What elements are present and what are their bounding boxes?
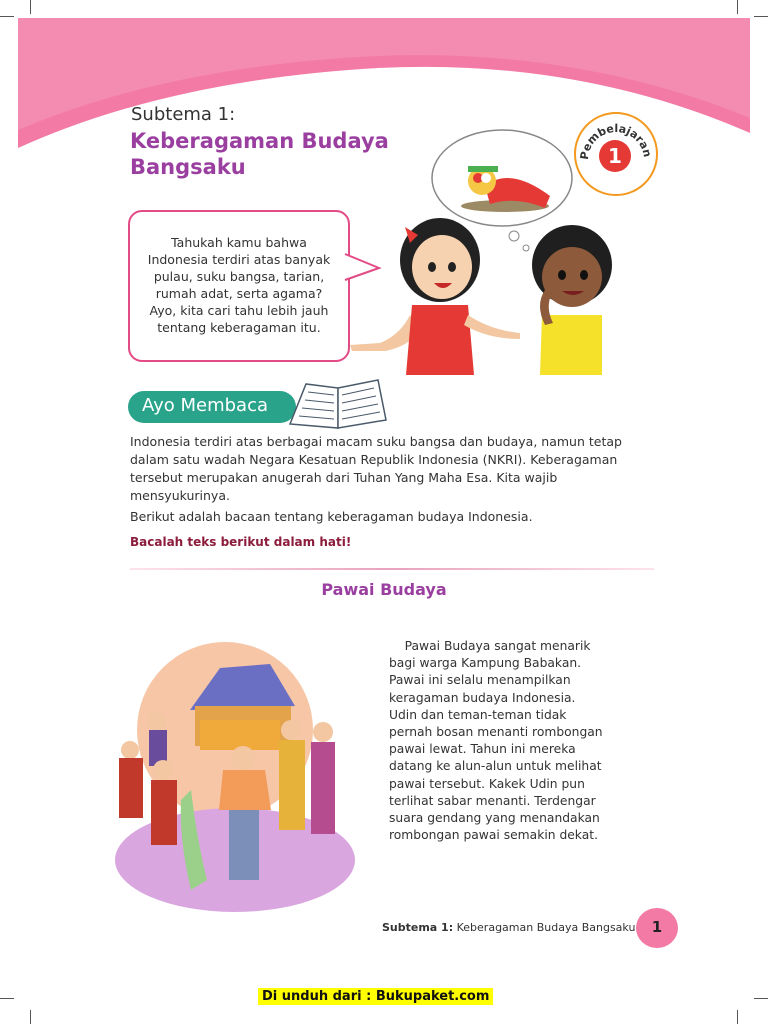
crop-mark bbox=[30, 0, 31, 14]
crop-mark bbox=[737, 1010, 738, 1024]
story-line: suara gendang yang menandakan bbox=[389, 811, 600, 826]
story-text bbox=[389, 638, 649, 844]
story-line: pawai lewat. Tahun ini mereka bbox=[389, 742, 576, 757]
pembelajaran-badge bbox=[574, 112, 658, 196]
story-line: datang ke alun-alun untuk melihat bbox=[389, 759, 602, 774]
speech-line: rumah adat, serta agama? bbox=[155, 286, 323, 301]
page-title bbox=[130, 128, 420, 180]
speech-bubble-text bbox=[140, 234, 338, 336]
children-illustration bbox=[340, 205, 620, 380]
crop-mark bbox=[30, 1010, 31, 1024]
badge-number-circle bbox=[599, 140, 631, 172]
crop-mark bbox=[754, 16, 768, 17]
story-line: rombongan pawai semakin dekat. bbox=[389, 828, 598, 843]
footer-subtema-bold: Subtema 1: bbox=[382, 921, 454, 934]
story-line: pernah bosan menanti rombongan bbox=[389, 725, 603, 740]
story-line: terlihat sabar menanti. Terdengar bbox=[389, 793, 596, 808]
page-title-line2: Bangsaku bbox=[130, 155, 246, 179]
ayo-membaca-header bbox=[128, 391, 296, 423]
speech-line: pulau, suku bangsa, tarian, bbox=[153, 269, 325, 284]
crop-mark bbox=[0, 16, 14, 17]
story-line: bagi warga Kampung Babakan. bbox=[389, 656, 582, 671]
ayo-membaca-label: Ayo Membaca bbox=[142, 395, 268, 416]
speech-line: Tahukah kamu bahwa bbox=[171, 235, 307, 250]
page-number-badge bbox=[636, 908, 678, 948]
story-line: pawai tersebut. Kakek Udin pun bbox=[389, 776, 585, 791]
speech-line: Ayo, kita cari tahu lebih jauh bbox=[149, 303, 329, 318]
reading-instruction: Bacalah teks berikut dalam hati! bbox=[130, 535, 352, 549]
story-line: Pawai ini selalu menampilkan bbox=[389, 673, 571, 688]
download-source-note: Di unduh dari : Bukupaket.com bbox=[258, 988, 493, 1005]
story-line: Udin dan teman-teman tidak bbox=[389, 707, 567, 722]
story-line: keragaman budaya Indonesia. bbox=[389, 690, 576, 705]
speech-line: tentang keberagaman itu. bbox=[157, 320, 321, 335]
story-title: Pawai Budaya bbox=[321, 580, 447, 599]
parade-illustration bbox=[95, 640, 355, 920]
subtema-label: Subtema 1: bbox=[131, 104, 236, 125]
crop-mark bbox=[754, 998, 768, 999]
badge-number: 1 bbox=[608, 144, 622, 168]
speech-bubble bbox=[128, 210, 350, 362]
page-number: 1 bbox=[651, 918, 663, 936]
intro-paragraph: Indonesia terdiri atas berbagai macam suku bangsa dan budaya, namun tetap dalam satu wadah Negara Kesatuan Republik Indonesia (NKRI). Keberagaman tersebut merupakan anugerah dari Tuhan Yang Maha Esa. Kita wajib mensyukurinya. bbox=[130, 434, 622, 503]
page-title-line1: Keberagaman Budaya bbox=[130, 129, 389, 153]
speech-line: Indonesia terdiri atas banyak bbox=[147, 252, 331, 267]
svg-text:Pembelajaran: Pembelajaran bbox=[577, 121, 654, 161]
crop-mark bbox=[0, 998, 14, 999]
crop-mark bbox=[737, 0, 738, 14]
section-divider bbox=[130, 568, 654, 570]
footer-subtema-text: Keberagaman Budaya Bangsaku bbox=[453, 921, 636, 934]
intro-paragraph-2: Berikut adalah bacaan tentang keberagaman budaya Indonesia. bbox=[130, 509, 533, 524]
open-book-icon bbox=[286, 378, 390, 432]
story-line: Pawai Budaya sangat menarik bbox=[389, 639, 591, 653]
footer-subtema bbox=[382, 921, 635, 934]
